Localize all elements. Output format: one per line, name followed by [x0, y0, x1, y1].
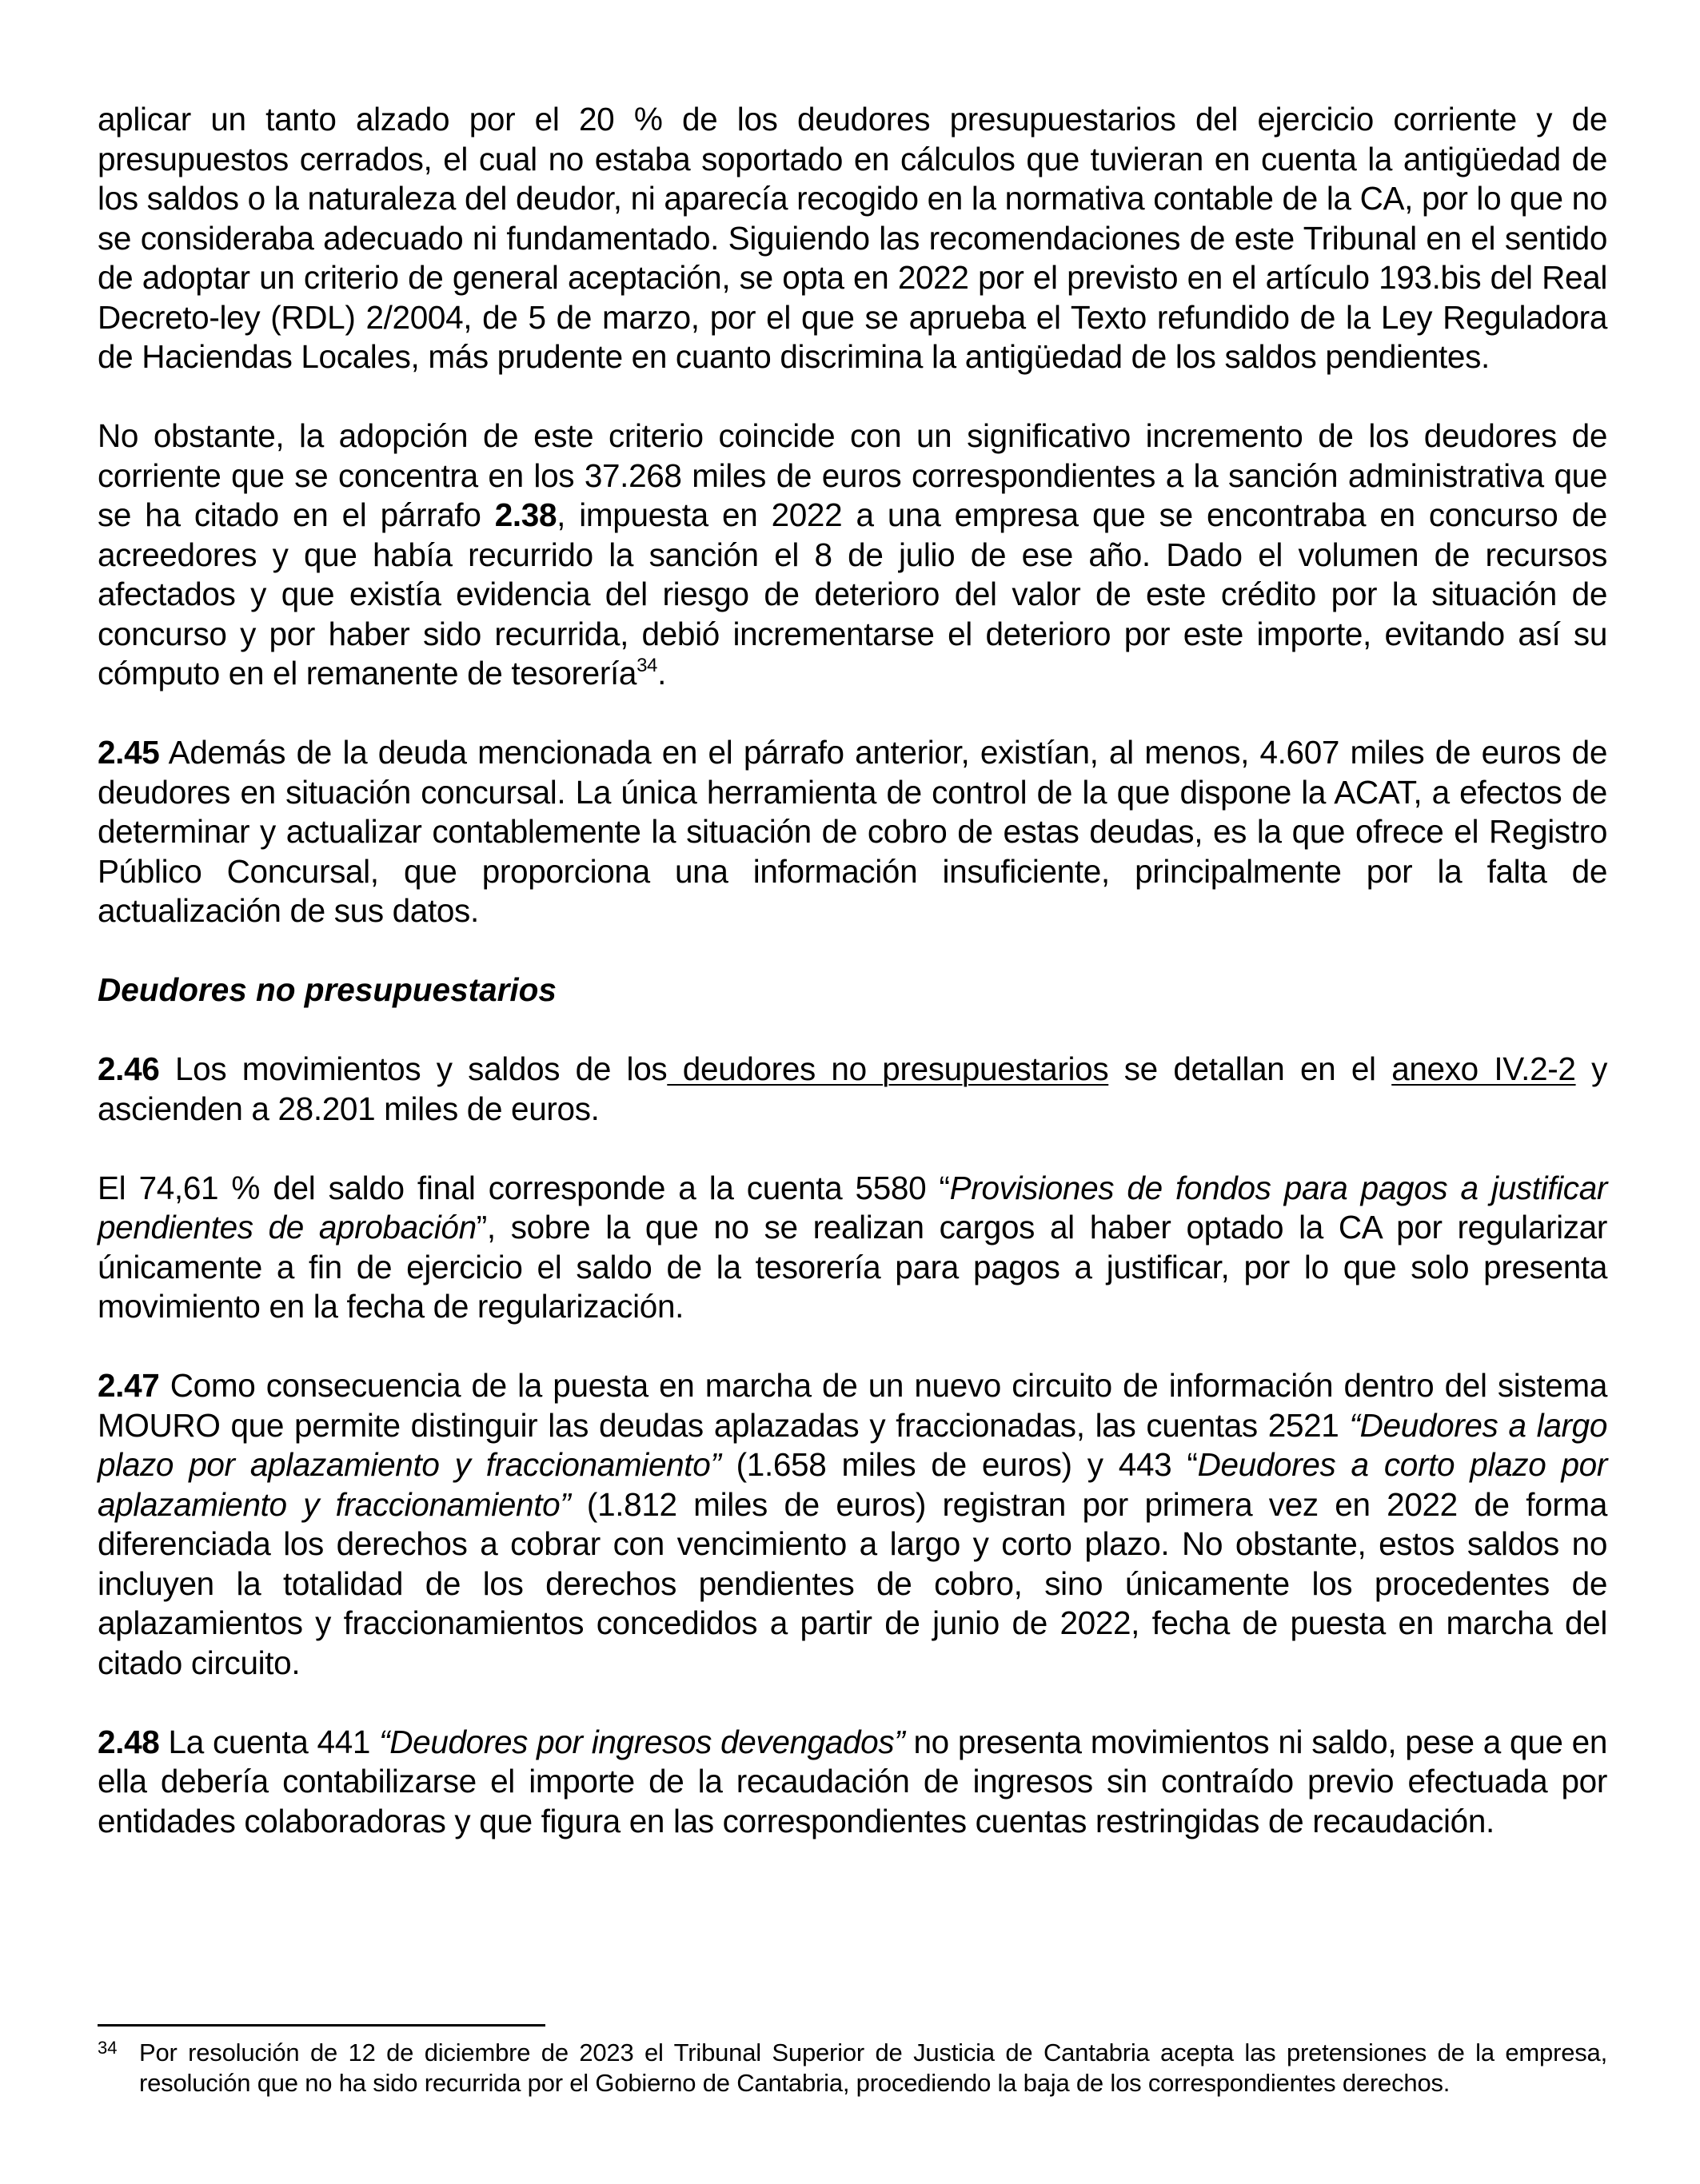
- paragraph-text: y ascienden a 28.201 miles de euros.: [98, 1050, 1608, 1127]
- paragraph-text: ”, sobre la que no se realizan cargos al haber optado la CA por regularizar únicamente a fin de ejercicio el saldo de la tesorería para pagos a justificar, por lo que solo presenta movimiento en la fecha de regularización.: [98, 1209, 1607, 1325]
- paragraph-2-46: [98, 1050, 1607, 1129]
- paragraph-cuenta-5580: [98, 1169, 1607, 1327]
- paragraph-text: No obstante, la adopción de este criterio coincide con un significativo incremento de los deudores de corriente que se concentra en los 37.268 miles de euros correspondientes a la sanción administrativa que se ha citado en el párrafo: [98, 417, 1607, 533]
- paragraph-number: 2.45: [98, 734, 160, 771]
- paragraph-gap: [98, 1327, 1607, 1367]
- paragraph-text: Los movimientos y saldos de los: [159, 1050, 668, 1087]
- document-body: [98, 100, 1607, 1841]
- paragraph-text: .: [657, 655, 666, 691]
- footnotes-section: [98, 2024, 1607, 2098]
- paragraph-text: aplicar un tanto alzado por el 20 % de los deudores presupuestarios del ejercicio corriente y de presupuestos cerrados, el cual no estaba soportado en cálculos que tuvieran en cuenta la antigüedad de los saldos o la naturaleza del deudor, ni aparecía recogido en la normativa contable de la CA, por lo que no se consideraba adecuado ni fundamentado. Siguiendo las recomendaciones de este Tribunal en el sentido de adoptar un criterio de general aceptación, se opta en 2022 por el previsto en el artículo 193.bis del Real Decreto-ley (RDL) 2/2004, de 5 de marzo, por el que se aprueba el Texto refundido de la Ley Reguladora de Haciendas Locales, más prudente en cuanto discrimina la antigüedad de los saldos pendientes.: [98, 101, 1607, 375]
- paragraph-text: (1.658 miles de euros) y 443 “: [720, 1446, 1198, 1483]
- footnote-text: Por resolución de 12 de diciembre de 2023 el Tribunal Superior de Justicia de Cantabria acepta las pretensiones de la empresa, resolución que no ha sido recurrida por el Gobierno de Cantabria, procediendo la baja de los correspondientes derechos.: [139, 2039, 1607, 2097]
- paragraph-text: , impuesta en 2022 a una empresa que se encontraba en concurso de acreedores y que había recurrido la sanción el 8 de julio de ese año. Dado el volumen de recursos afectados y que existía evidencia del riesgo de deterioro del valor de este crédito por la situación de concurso y por haber sido recurrida, debió incrementarse el deterioro por este importe, evitando así su cómputo en el remanente de tesorería: [98, 496, 1607, 691]
- footnote-34: [98, 2038, 1607, 2098]
- paragraph-2-47: [98, 1366, 1607, 1683]
- paragraph-number: 2.48: [98, 1723, 160, 1760]
- paragraph-gap: [98, 1010, 1607, 1050]
- paragraph-gap: [98, 1683, 1607, 1723]
- paragraph-sancion-administrativa: [98, 416, 1607, 694]
- paragraph-criterio-deterioro: [98, 100, 1607, 377]
- account-name: “Deudores a largo plazo por aplazamiento y fraccionamiento”: [98, 1406, 1607, 1483]
- paragraph-text: (1.812 miles de euros) registran por primera vez en 2022 de forma diferenciada los derechos a cobrar con vencimiento a largo y corto plazo. No obstante, estos saldos no incluyen la totalidad de los derechos pendientes de cobro, sino únicamente los procedentes de aplazamientos y fraccionamientos concedidos a partir de junio de 2022, fecha de puesta en marcha del citado circuito.: [98, 1485, 1607, 1681]
- account-name: Provisiones de fondos para pagos a justificar pendientes de aprobación: [98, 1169, 1608, 1245]
- link-anexo-iv-2-2[interactable]: anexo IV.2-2: [1391, 1050, 1576, 1087]
- paragraph-text: Como consecuencia de la puesta en marcha de un nuevo circuito de información dentro del sistema MOURO que permite distinguir las deudas aplazadas y fraccionadas, las cuentas 2521: [98, 1367, 1607, 1444]
- paragraph-2-45: [98, 733, 1607, 931]
- paragraph-number: 2.46: [98, 1050, 160, 1087]
- footnote-mark: 34: [98, 2038, 118, 2058]
- account-name: “Deudores por ingresos devengados”: [379, 1723, 905, 1760]
- paragraph-gap: [98, 377, 1607, 417]
- paragraph-2-48: [98, 1723, 1607, 1842]
- paragraph-gap: [98, 1129, 1607, 1169]
- paragraph-text: Además de la deuda mencionada en el párrafo anterior, existían, al menos, 4.607 miles de euros de deudores en situación concursal. La única herramienta de control de la que dispone la ACAT, a efectos de determinar y actualizar contablemente la situación de cobro de estas deudas, es la que ofrece el Registro Público Concursal, que proporciona una información insuficiente, principalmente por la falta de actualización de sus datos.: [98, 734, 1607, 929]
- link-deudores-no-presupuestarios[interactable]: deudores no presupuestarios: [667, 1050, 1109, 1087]
- paragraph-gap: [98, 931, 1607, 971]
- account-name: Deudores a corto plazo por aplazamiento y fraccionamiento”: [98, 1446, 1607, 1523]
- footnote-reference[interactable]: 34: [637, 655, 658, 676]
- section-heading: Deudores no presupuestarios: [98, 971, 557, 1008]
- paragraph-number: 2.47: [98, 1367, 160, 1404]
- footnote-separator: [98, 2024, 545, 2027]
- paragraph-text: El 74,61 % del saldo final corresponde a la cuenta 5580 “: [98, 1169, 950, 1206]
- paragraph-gap: [98, 694, 1607, 734]
- paragraph-reference: 2.38: [494, 496, 557, 533]
- paragraph-text: no presenta movimientos ni saldo, pese a que en ella debería contabilizarse el importe de la recaudación de ingresos sin contraído previo efectuada por entidades colaboradoras y que figura en las correspondientes cuentas restringidas de recaudación.: [98, 1723, 1607, 1839]
- paragraph-text: La cuenta 441: [159, 1723, 380, 1760]
- paragraph-text: se detallan en el: [1108, 1050, 1392, 1087]
